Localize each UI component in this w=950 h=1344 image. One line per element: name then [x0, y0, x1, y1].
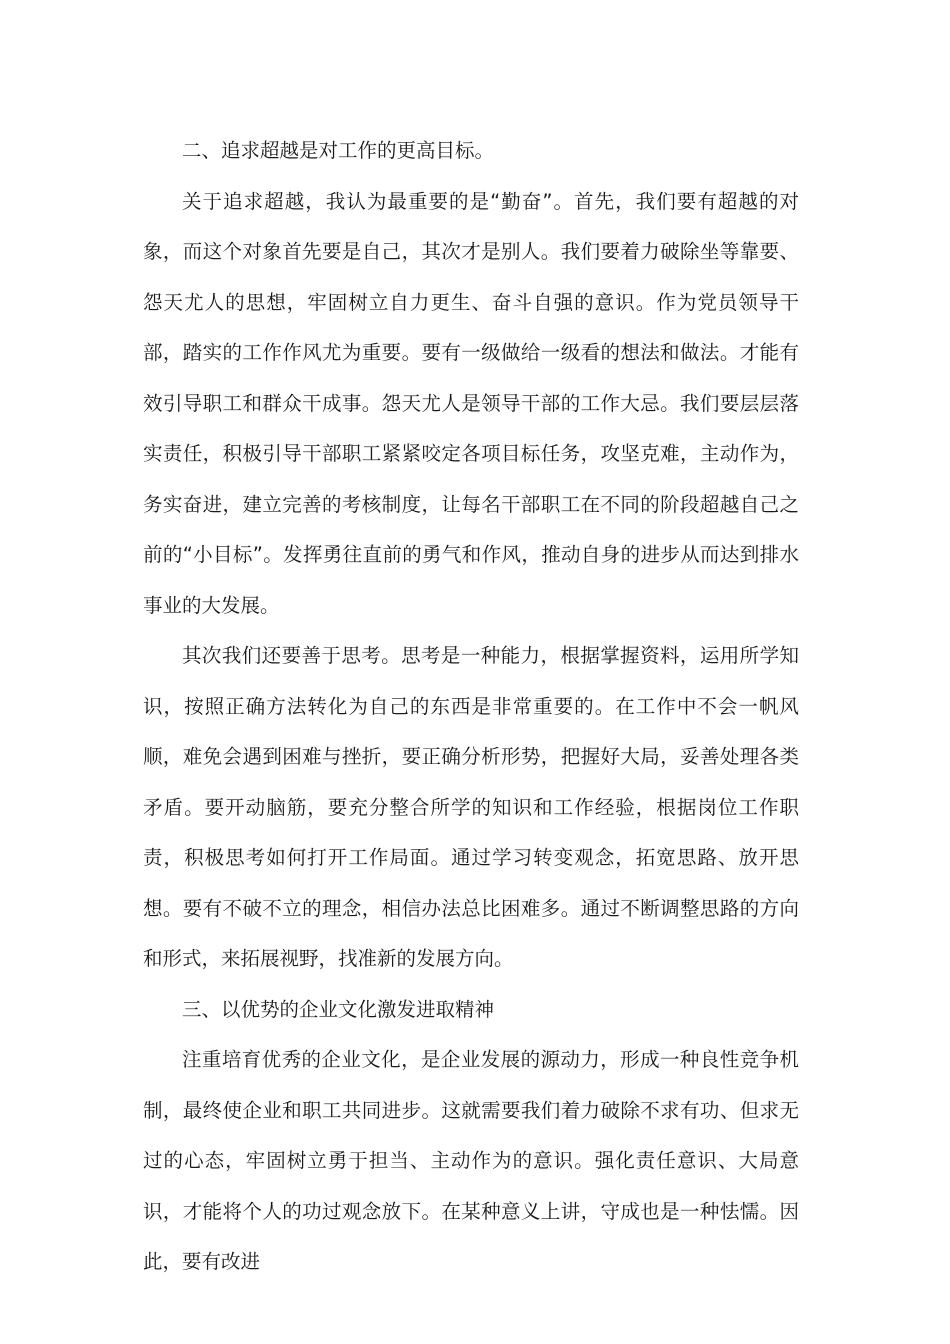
paragraph-corporate-culture: 注重培育优秀的企业文化，是企业发展的源动力，形成一种良性竞争机制，最终使企业和职工共同进步。这就需要我们着力破除不求有功、但求无过的心态，牢固树立勇于担当、主动作为的意识。强化责任意识、大局意识，才能将个人的功过观念放下。在某种意义上讲，守成也是一种怯懦。因此，要有改进 — [143, 1048, 799, 1273]
paragraph-diligence: 关于追求超越，我认为最重要的是“勤奋”。首先，我们要有超越的对象，而这个对象首先要是自己，其次才是别人。我们要着力破除坐等靠要、怨天尤人的思想，牢固树立自力更生、奋斗自强的意识。作为党员领导干部，踏实的工作作风尤为重要。要有一级做给一级看的想法和做法。才能有效引导职工和群众干成事。怨天尤人是领导干部的工作大忌。我们要层层落实责任，积极引导干部职工紧紧咬定各项目标任务，攻坚克难，主动作为，务实奋进，建立完善的考核制度，让每名干部职工在不同的阶段超越自己之前的“小目标”。发挥勇往直前的勇气和作风，推动自身的进步从而达到排水事业的大发展。 — [143, 189, 799, 617]
section-heading-3: 三、以优势的企业文化激发进取精神 — [182, 997, 495, 1021]
paragraph-thinking: 其次我们还要善于思考。思考是一种能力，根据掌握资料，运用所学知识，按照正确方法转化为自己的东西是非常重要的。在工作中不会一帆风顺，难免会遇到困难与挫折，要正确分析形势，把握好大局，妥善处理各类矛盾。要开动脑筋，要充分整合所学的知识和工作经验，根据岗位工作职责，积极思考如何打开工作局面。通过学习转变观念，拓宽思路、放开思想。要有不破不立的理念，相信办法总比困难多。通过不断调整思路的方向和形式，来拓展视野，找准新的发展方向。 — [143, 644, 799, 970]
document-body — [143, 126, 799, 1288]
section-heading-2: 二、追求超越是对工作的更高目标。 — [182, 139, 495, 162]
